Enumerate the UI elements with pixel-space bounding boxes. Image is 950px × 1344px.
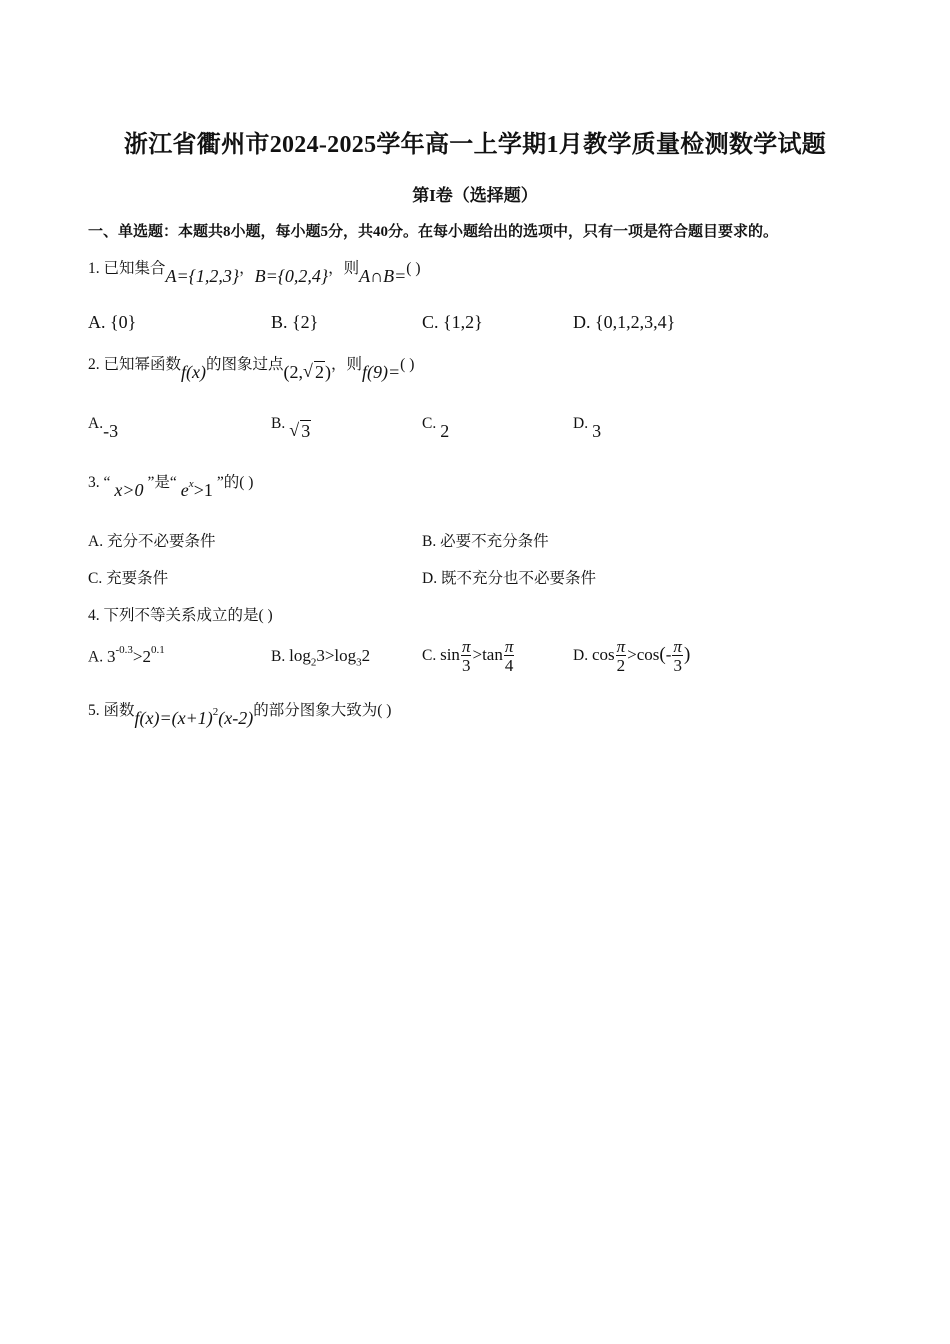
q1-prefix: 1. 已知集合 bbox=[88, 260, 166, 277]
q4a-base1: 3 bbox=[106, 646, 116, 666]
q4-option-d-label: D. bbox=[573, 646, 589, 664]
question-1 bbox=[88, 256, 421, 286]
radical-icon: √ bbox=[289, 420, 300, 440]
q2-option-c-value: 2 bbox=[440, 421, 450, 441]
q4-option-d-expr bbox=[591, 637, 691, 675]
q2-option-b-sqrt bbox=[289, 421, 311, 442]
q4c-op: > bbox=[472, 644, 483, 664]
q1-sep: ， bbox=[239, 260, 255, 277]
q4-option-c-label: C. bbox=[422, 646, 437, 664]
q4c-fn1: sin bbox=[440, 644, 460, 664]
q2-option-c bbox=[422, 412, 450, 441]
q5-prefix: 5. 函数 bbox=[88, 702, 135, 719]
q4c-den1: 3 bbox=[461, 656, 471, 675]
q5-exp: 2 bbox=[212, 706, 219, 718]
q2-option-b bbox=[271, 412, 311, 441]
q2-function: f(x) bbox=[181, 362, 206, 382]
q2-point-close: ) bbox=[325, 362, 332, 382]
q4-option-d bbox=[573, 638, 690, 674]
q4-option-a-label: A. bbox=[88, 648, 104, 666]
q1-expression: A∩B= bbox=[359, 266, 407, 286]
q4c-fn2: tan bbox=[482, 644, 503, 664]
section-instructions: 一、单选题：本题共8小题，每小题5分，共40分。在每小题给出的选项中，只有一项是符合题目要求的。 bbox=[88, 224, 779, 240]
q2-option-b-label: B. bbox=[271, 415, 286, 432]
q3-cond1-text: x>0 bbox=[114, 480, 144, 500]
question-4: 4. 下列不等关系成立的是( ) bbox=[88, 607, 273, 624]
q3-prefix: 3. “ bbox=[88, 474, 111, 491]
q3-cond2-rest: >1 bbox=[193, 480, 213, 500]
q1-blank: ( ) bbox=[406, 260, 421, 277]
part-heading: 第I卷（选择题） bbox=[412, 186, 538, 205]
q2-option-d bbox=[573, 412, 602, 441]
q5-func-b: (x-2) bbox=[218, 708, 254, 728]
q5-function bbox=[135, 708, 254, 728]
q2-prefix: 2. 已知幂函数 bbox=[88, 356, 182, 373]
q2-point bbox=[284, 362, 332, 382]
q2-sqrt-arg: 2 bbox=[315, 362, 325, 382]
q2-option-c-label: C. bbox=[422, 415, 437, 432]
q4d-den1: 2 bbox=[616, 656, 626, 675]
q1-option-b: B. {2} bbox=[271, 312, 319, 332]
q3-option-d: D. 既不充分也不必要条件 bbox=[422, 570, 596, 587]
q5-func-a: f(x)=(x+1) bbox=[134, 708, 213, 728]
q4d-rparen: ) bbox=[683, 643, 691, 665]
q4-option-c bbox=[422, 638, 515, 674]
q4b-sub2: 3 bbox=[356, 656, 362, 669]
q4-option-b bbox=[271, 646, 370, 668]
q2-point-open: (2, bbox=[283, 362, 304, 382]
q2-option-b-value: 3 bbox=[301, 421, 311, 441]
q2-then: ，则 bbox=[331, 356, 363, 373]
q4d-fn2: cos bbox=[636, 644, 660, 664]
q4b-arg1: 3 bbox=[316, 646, 325, 665]
q1-set-a: A={1,2,3} bbox=[165, 266, 240, 286]
q4a-exp2: 0.1 bbox=[150, 644, 165, 656]
q5-suffix: 的部分图象大致为( ) bbox=[253, 702, 392, 719]
q4b-log1: log bbox=[289, 646, 311, 665]
q2-sqrt bbox=[303, 362, 325, 383]
q4d-den2: 3 bbox=[673, 656, 682, 675]
q1-set-b: B={0,2,4} bbox=[254, 266, 329, 286]
q4c-num2: π bbox=[504, 637, 514, 656]
q4d-fn1: cos bbox=[591, 644, 615, 664]
q3-cond2-base: e bbox=[180, 480, 189, 500]
q4c-frac1 bbox=[461, 638, 472, 674]
q2-expression: f(9)= bbox=[362, 362, 401, 382]
q3-option-c: C. 充要条件 bbox=[88, 570, 169, 587]
q1-option-c: C. {1,2} bbox=[422, 312, 483, 332]
q4d-num1: π bbox=[616, 637, 626, 656]
q3-condition-1 bbox=[114, 480, 143, 500]
q4d-frac1 bbox=[616, 638, 627, 674]
q4-option-b-expr bbox=[289, 646, 371, 669]
q4c-frac2 bbox=[504, 638, 515, 674]
q4b-log2: log bbox=[334, 646, 357, 665]
question-3 bbox=[88, 470, 254, 500]
q3-condition-2 bbox=[181, 480, 213, 500]
q2-option-a-label: A. bbox=[88, 415, 104, 432]
q4-option-a-expr bbox=[106, 644, 165, 666]
q4-option-a bbox=[88, 646, 165, 667]
q3-mid: ”是“ bbox=[147, 474, 177, 491]
q2-mid: 的图象过点 bbox=[206, 356, 284, 373]
q4-option-b-label: B. bbox=[271, 648, 286, 665]
q2-option-a bbox=[88, 412, 119, 441]
q4d-frac2 bbox=[672, 638, 683, 674]
q2-option-a-value: -3 bbox=[103, 421, 119, 441]
q4c-num1: π bbox=[461, 637, 471, 656]
q4d-op: > bbox=[627, 644, 637, 664]
q1-option-d: D. {0,1,2,3,4} bbox=[573, 312, 676, 332]
q3-option-b: B. 必要不充分条件 bbox=[422, 533, 549, 550]
q4d-num2: π bbox=[673, 637, 682, 656]
q3-suffix: ”的( ) bbox=[216, 474, 254, 491]
q4c-den2: 4 bbox=[504, 656, 514, 675]
q4a-op: > bbox=[132, 646, 143, 666]
page-title: 浙江省衢州市2024-2025学年高一上学期1月教学质量检测数学试题 bbox=[123, 132, 827, 158]
q1-then: ，则 bbox=[328, 260, 360, 277]
q4b-op: > bbox=[324, 646, 335, 665]
q4d-lparen: ( bbox=[659, 643, 666, 665]
question-5 bbox=[88, 698, 392, 728]
q2-blank: ( ) bbox=[400, 356, 415, 373]
q2-option-d-value: 3 bbox=[592, 421, 602, 441]
q4d-neg: - bbox=[665, 644, 672, 664]
q4b-arg2: 2 bbox=[361, 646, 371, 665]
question-2 bbox=[88, 352, 415, 382]
q1-option-a: A. {0} bbox=[88, 312, 137, 332]
q4-option-c-expr bbox=[440, 637, 515, 675]
q4a-exp1: -0.3 bbox=[115, 644, 133, 656]
q4b-sub1: 2 bbox=[310, 656, 317, 669]
q3-option-a: A. 充分不必要条件 bbox=[88, 533, 216, 550]
q4a-base2: 2 bbox=[142, 646, 151, 666]
q2-option-d-label: D. bbox=[573, 415, 589, 432]
q3-cond2-exp: x bbox=[188, 478, 194, 490]
radical-icon: √ bbox=[303, 361, 313, 381]
